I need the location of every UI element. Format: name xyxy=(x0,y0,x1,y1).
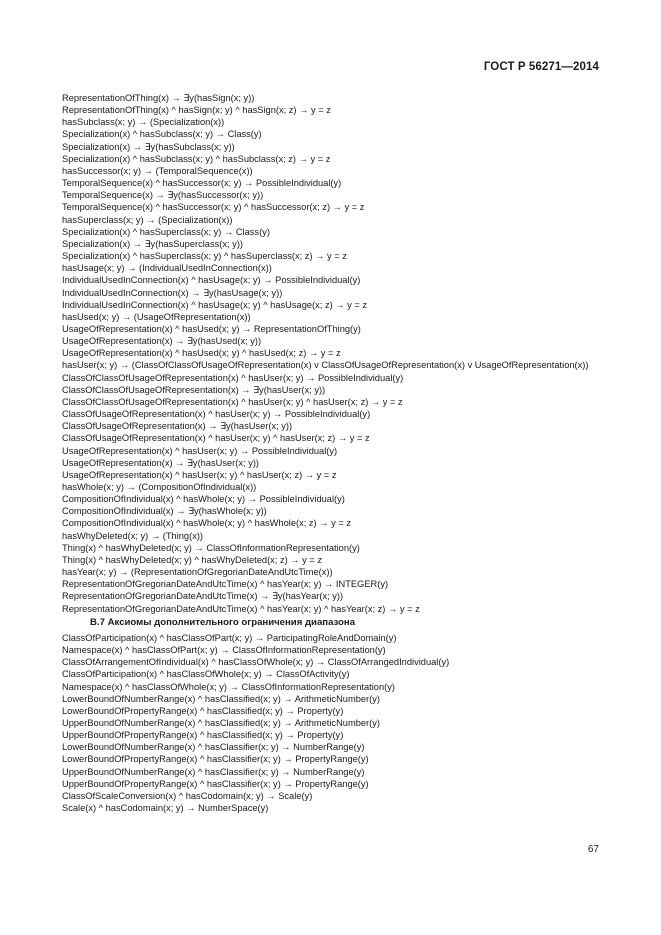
axiom-line: ClassOfClassOfUsageOfRepresentation(x) → ∃y(hasUser(x; y)) xyxy=(62,384,326,395)
axiom-line: Namespace(x) ^ hasClassOfWhole(x; y) → ClassOfInformationRepresentation(y) xyxy=(62,681,395,692)
axiom-line: hasUser(x; y) → (ClassOfClassOfUsageOfRepresentation(x) v ClassOfUsageOfRepresentation(x) v UsageOfRepresentation(x)) xyxy=(62,360,589,371)
axiom-line: ClassOfUsageOfRepresentation(x) → ∃y(hasUser(x; y)) xyxy=(62,421,293,432)
axiom-line: Thing(x) ^ hasWhyDeleted(x; y) → ClassOfInformationRepresentation(y) xyxy=(62,542,360,553)
axiom-line: RepresentationOfThing(x) → ∃y(hasSign(x; y)) xyxy=(62,93,255,103)
axiom-line: TemporalSequence(x) → ∃y(hasSuccessor(x; y)) xyxy=(62,190,264,201)
axiom-line: UsageOfRepresentation(x) ^ hasUsed(x; y) ^ hasUsed(x; z) → y = z xyxy=(62,348,341,359)
axiom-line: RepresentationOfGregorianDateAndUtcTime(x) ^ hasYear(x; y) → INTEGER(y) xyxy=(62,579,389,590)
axiom-line: UsageOfRepresentation(x) → ∃y(hasUsed(x; y)) xyxy=(62,336,262,347)
axiom-line: ClassOfParticipation(x) ^ hasClassOfWhole(x; y) → ClassOfActivity(y) xyxy=(62,669,350,680)
axiom-line: LowerBoundOfNumberRange(x) ^ hasClassified(x; y) → ArithmeticNumber(y) xyxy=(62,693,380,704)
axiom-line: UsageOfRepresentation(x) ^ hasUser(x; y) → PossibleIndividual(y) xyxy=(62,445,338,456)
axiom-line: hasUsage(x; y) → (IndividualUsedInConnection(x)) xyxy=(62,263,272,274)
axiom-line: TemporalSequence(x) ^ hasSuccessor(x; y) → PossibleIndividual(y) xyxy=(62,178,342,189)
axiom-line: ClassOfUsageOfRepresentation(x) ^ hasUser(x; y) ^ hasUser(x; z) → y = z xyxy=(62,433,370,444)
axiom-line: IndividualUsedInConnection(x) ^ hasUsage(x; y) ^ hasUsage(x; z) → y = z xyxy=(62,299,368,310)
axiom-line: UpperBoundOfNumberRange(x) ^ hasClassifier(x; y) → NumberRange(y) xyxy=(62,766,365,777)
axiom-line: hasSuccessor(x; y) → (TemporalSequence(x)) xyxy=(62,165,253,176)
axiom-line: ClassOfUsageOfRepresentation(x) ^ hasUser(x; y) → PossibleIndividual(y) xyxy=(62,409,371,420)
axiom-line: UpperBoundOfPropertyRange(x) ^ hasClassifier(x; y) → PropertyRange(y) xyxy=(62,778,369,789)
axiom-line: Specialization(x) → ∃y(hasSubclass(x; y)) xyxy=(62,141,235,152)
document-header: ГОСТ Р 56271—2014 xyxy=(483,61,599,73)
axiom-body xyxy=(62,92,608,814)
axiom-line: RepresentationOfGregorianDateAndUtcTime(x) → ∃y(hasYear(x; y)) xyxy=(62,591,344,602)
axiom-line: ClassOfParticipation(x) ^ hasClassOfPart(x; y) → ParticipatingRoleAndDomain(y) xyxy=(62,632,397,643)
axiom-line: UsageOfRepresentation(x) ^ hasUser(x; y) ^ hasUser(x; z) → y = z xyxy=(62,469,337,480)
axiom-line: UpperBoundOfPropertyRange(x) ^ hasClassified(x; y) → Property(y) xyxy=(62,730,344,741)
axiom-line: Specialization(x) ^ hasSubclass(x; y) ^ hasSubclass(x; z) → y = z xyxy=(62,153,331,164)
axiom-line: TemporalSequence(x) ^ hasSuccessor(x; y) ^ hasSuccessor(x; z) → y = z xyxy=(62,202,365,213)
axiom-line: UsageOfRepresentation(x) → ∃y(hasUser(x; y)) xyxy=(62,457,260,468)
axiom-line: LowerBoundOfPropertyRange(x) ^ hasClassifier(x; y) → PropertyRange(y) xyxy=(62,754,369,765)
axiom-line: ClassOfScaleConversion(x) ^ hasCodomain(x; y) → Scale(y) xyxy=(62,790,313,801)
axiom-line: UpperBoundOfNumberRange(x) ^ hasClassified(x; y) → ArithmeticNumber(y) xyxy=(62,717,380,728)
axiom-line: CompositionOfIndividual(x) → ∃y(hasWhole(x; y)) xyxy=(62,506,267,517)
axiom-line: ClassOfClassOfUsageOfRepresentation(x) ^ hasUser(x; y) ^ hasUser(x; z) → y = z xyxy=(62,396,403,407)
axiom-line: Specialization(x) ^ hasSuperclass(x; y) → Class(y) xyxy=(62,226,270,237)
axiom-line: hasSuperclass(x; y) → (Specialization(x)) xyxy=(62,214,233,225)
axiom-line: hasWhole(x; y) → (CompositionOfIndividual(x)) xyxy=(62,482,257,492)
axiom-line: Specialization(x) → ∃y(hasSuperclass(x; y)) xyxy=(62,238,244,249)
axiom-line: CompositionOfIndividual(x) ^ hasWhole(x; y) ^ hasWhole(x; z) → y = z xyxy=(62,518,352,529)
axiom-line: hasSubclass(x; y) → (Specialization(x)) xyxy=(62,117,225,128)
axiom-line: hasWhyDeleted(x; y) → (Thing(x)) xyxy=(62,530,204,541)
axiom-line: Thing(x) ^ hasWhyDeleted(x; y) ^ hasWhyDeleted(x; z) → y = z xyxy=(62,554,323,565)
axiom-line: hasYear(x; y) → (RepresentationOfGregorianDateAndUtcTime(x)) xyxy=(62,567,333,578)
axiom-line: CompositionOfIndividual(x) ^ hasWhole(x; y) → PossibleIndividual(y) xyxy=(62,494,345,505)
axiom-line: RepresentationOfThing(x) ^ hasSign(x; y) ^ hasSign(x; z) → y = z xyxy=(62,105,331,116)
axiom-line: LowerBoundOfPropertyRange(x) ^ hasClassified(x; y) → Property(y) xyxy=(62,705,344,716)
axiom-list-after xyxy=(62,632,608,814)
axiom-list-before xyxy=(62,92,608,615)
section-heading: B.7 Аксиомы дополнительного ограничения диапазона xyxy=(90,616,356,628)
axiom-line: LowerBoundOfNumberRange(x) ^ hasClassifier(x; y) → NumberRange(y) xyxy=(62,742,365,753)
axiom-line: Scale(x) ^ hasCodomain(x; y) → NumberSpace(y) xyxy=(62,803,269,814)
page-number: 67 xyxy=(587,844,599,855)
axiom-line: Specialization(x) ^ hasSuperclass(x; y) ^ hasSuperclass(x; z) → y = z xyxy=(62,251,347,262)
axiom-line: RepresentationOfGregorianDateAndUtcTime(x) ^ hasYear(x; y) ^ hasYear(x; z) → y = z xyxy=(62,603,420,614)
axiom-line: ClassOfArrangementOfIndividual(x) ^ hasClassOfWhole(x; y) → ClassOfArrangedIndividual(y) xyxy=(62,657,450,668)
axiom-line: UsageOfRepresentation(x) ^ hasUsed(x; y) → RepresentationOfThing(y) xyxy=(62,323,361,334)
axiom-line: IndividualUsedInConnection(x) ^ hasUsage(x; y) → PossibleIndividual(y) xyxy=(62,275,361,286)
axiom-line: Specialization(x) ^ hasSubclass(x; y) → Class(y) xyxy=(62,129,262,140)
axiom-line: IndividualUsedInConnection(x) → ∃y(hasUsage(x; y)) xyxy=(62,287,283,298)
axiom-line: Namespace(x) ^ hasClassOfPart(x; y) → ClassOfInformationRepresentation(y) xyxy=(62,645,386,656)
axiom-line: ClassOfClassOfUsageOfRepresentation(x) ^ hasUser(x; y) → PossibleIndividual(y) xyxy=(62,372,404,383)
axiom-line: hasUsed(x; y) → (UsageOfRepresentation(x)) xyxy=(62,311,251,322)
